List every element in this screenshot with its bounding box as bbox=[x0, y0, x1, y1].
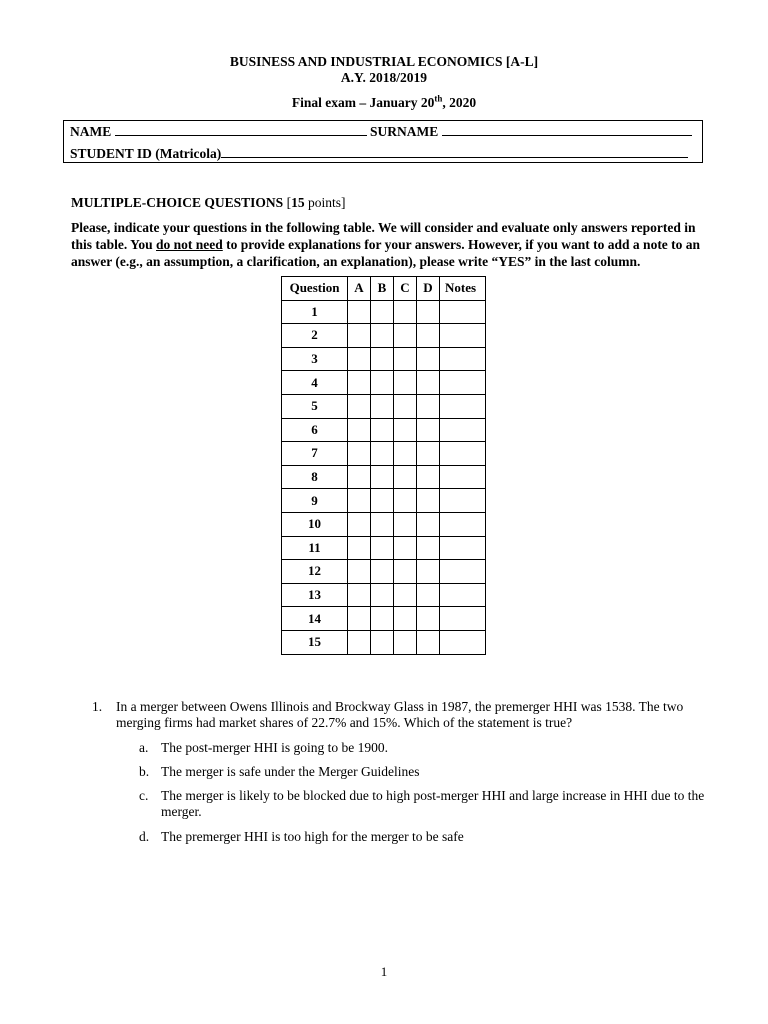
question-number-cell: 10 bbox=[282, 512, 348, 536]
mcq-heading-bracket: [ bbox=[283, 195, 292, 210]
question-number-cell: 5 bbox=[282, 394, 348, 418]
answer-cell-c[interactable] bbox=[394, 583, 417, 607]
answer-cell-b[interactable] bbox=[371, 560, 394, 584]
answer-cell-a[interactable] bbox=[348, 465, 371, 489]
answer-cell-d[interactable] bbox=[417, 630, 440, 654]
student-id-field[interactable] bbox=[221, 145, 688, 158]
exam-date-superscript: th bbox=[434, 93, 443, 104]
name-field[interactable] bbox=[115, 123, 367, 136]
question-number-cell: 15 bbox=[282, 630, 348, 654]
table-row bbox=[282, 324, 486, 348]
header-b: B bbox=[371, 277, 394, 301]
answer-cell-d[interactable] bbox=[417, 583, 440, 607]
option-text: The merger is safe under the Merger Guidelines bbox=[161, 764, 420, 779]
answer-cell-c[interactable] bbox=[394, 465, 417, 489]
instructions-underlined: do not need bbox=[156, 237, 223, 252]
notes-cell[interactable] bbox=[440, 465, 486, 489]
mcq-heading-points: 15 bbox=[291, 195, 305, 210]
exam-date bbox=[0, 95, 768, 111]
option-a bbox=[141, 740, 708, 756]
notes-cell[interactable] bbox=[440, 418, 486, 442]
question-text: In a merger between Owens Illinois and Brockway Glass in 1987, the premerger HHI was 1538. The two merging firms had market shares of 22.7% and 15%. Which of the statement is true? bbox=[116, 699, 684, 730]
notes-cell[interactable] bbox=[440, 324, 486, 348]
answer-cell-d[interactable] bbox=[417, 560, 440, 584]
table-row bbox=[282, 371, 486, 395]
table-row bbox=[282, 583, 486, 607]
header-c: C bbox=[394, 277, 417, 301]
answer-cell-b[interactable] bbox=[371, 536, 394, 560]
table-row bbox=[282, 607, 486, 631]
answer-cell-c[interactable] bbox=[394, 536, 417, 560]
answer-cell-d[interactable] bbox=[417, 489, 440, 513]
table-row bbox=[282, 418, 486, 442]
option-letter: d. bbox=[139, 829, 150, 844]
option-text: The merger is likely to be blocked due to high post-merger HHI and large increase in HHI due to the merger. bbox=[161, 788, 705, 819]
answer-cell-a[interactable] bbox=[348, 630, 371, 654]
answer-cell-a[interactable] bbox=[348, 347, 371, 371]
answer-cell-c[interactable] bbox=[394, 560, 417, 584]
answer-cell-d[interactable] bbox=[417, 442, 440, 466]
table-row bbox=[282, 630, 486, 654]
notes-cell[interactable] bbox=[440, 347, 486, 371]
answer-cell-c[interactable] bbox=[394, 442, 417, 466]
student-identity-box bbox=[63, 120, 703, 163]
answer-cell-d[interactable] bbox=[417, 607, 440, 631]
page-number: 1 bbox=[380, 964, 388, 979]
option-letter: b. bbox=[139, 764, 150, 779]
answer-cell-b[interactable] bbox=[371, 371, 394, 395]
table-row bbox=[282, 465, 486, 489]
answer-cell-b[interactable] bbox=[371, 324, 394, 348]
option-letter: c. bbox=[139, 788, 149, 803]
table-row bbox=[282, 489, 486, 513]
table-row bbox=[282, 560, 486, 584]
answer-cell-b[interactable] bbox=[371, 418, 394, 442]
answer-cell-d[interactable] bbox=[417, 300, 440, 324]
notes-cell[interactable] bbox=[440, 489, 486, 513]
exam-date-prefix: Final exam – January 20 bbox=[291, 95, 435, 110]
answer-cell-b[interactable] bbox=[371, 489, 394, 513]
notes-cell[interactable] bbox=[440, 583, 486, 607]
answer-cell-b[interactable] bbox=[371, 394, 394, 418]
name-row bbox=[70, 123, 692, 140]
answer-cell-b[interactable] bbox=[371, 583, 394, 607]
answer-cell-a[interactable] bbox=[348, 371, 371, 395]
answer-cell-a[interactable] bbox=[348, 489, 371, 513]
option-c bbox=[141, 788, 708, 820]
answer-cell-c[interactable] bbox=[394, 300, 417, 324]
answer-cell-a[interactable] bbox=[348, 607, 371, 631]
answer-cell-c[interactable] bbox=[394, 394, 417, 418]
table-row bbox=[282, 536, 486, 560]
answer-cell-a[interactable] bbox=[348, 324, 371, 348]
question-number-cell: 7 bbox=[282, 442, 348, 466]
notes-cell[interactable] bbox=[440, 300, 486, 324]
answer-cell-c[interactable] bbox=[394, 371, 417, 395]
question-1 bbox=[92, 699, 708, 731]
student-id-row bbox=[70, 145, 688, 162]
answer-cell-a[interactable] bbox=[348, 442, 371, 466]
mcq-heading-points-rest: points] bbox=[304, 195, 346, 210]
instructions-part1: Please, indicate your questions in the following table. We will consider and evaluate only answers reported in this table. You bbox=[71, 220, 696, 252]
answer-cell-b[interactable] bbox=[371, 442, 394, 466]
answer-cell-d[interactable] bbox=[417, 371, 440, 395]
question-number-cell: 14 bbox=[282, 607, 348, 631]
answer-cell-d[interactable] bbox=[417, 536, 440, 560]
table-row bbox=[282, 347, 486, 371]
question-number: 1. bbox=[92, 699, 103, 714]
mcq-heading-title: MULTIPLE-CHOICE QUESTIONS bbox=[71, 195, 284, 210]
table-row bbox=[282, 442, 486, 466]
option-d bbox=[141, 829, 708, 845]
answer-cell-a[interactable] bbox=[348, 418, 371, 442]
notes-cell[interactable] bbox=[440, 394, 486, 418]
answer-cell-c[interactable] bbox=[394, 630, 417, 654]
answer-cell-c[interactable] bbox=[394, 489, 417, 513]
answer-cell-a[interactable] bbox=[348, 394, 371, 418]
table-row bbox=[282, 512, 486, 536]
answer-cell-a[interactable] bbox=[348, 560, 371, 584]
answer-cell-c[interactable] bbox=[394, 418, 417, 442]
question-number-cell: 4 bbox=[282, 371, 348, 395]
answer-cell-c[interactable] bbox=[394, 347, 417, 371]
notes-cell[interactable] bbox=[440, 630, 486, 654]
academic-year: A.Y. 2018/2019 bbox=[340, 70, 428, 85]
answer-cell-b[interactable] bbox=[371, 347, 394, 371]
answer-cell-a[interactable] bbox=[348, 583, 371, 607]
surname-field[interactable] bbox=[442, 123, 692, 136]
mcq-instructions bbox=[71, 219, 703, 270]
exam-date-suffix: , 2020 bbox=[442, 95, 477, 110]
name-label: NAME bbox=[70, 124, 112, 139]
question-number-cell: 3 bbox=[282, 347, 348, 371]
header-question: Question bbox=[282, 277, 348, 301]
notes-cell[interactable] bbox=[440, 442, 486, 466]
question-number-cell: 13 bbox=[282, 583, 348, 607]
option-b bbox=[141, 764, 708, 780]
question-number-cell: 12 bbox=[282, 560, 348, 584]
question-number-cell: 11 bbox=[282, 536, 348, 560]
header-notes: Notes bbox=[440, 277, 486, 301]
answer-cell-d[interactable] bbox=[417, 418, 440, 442]
question-number-cell: 1 bbox=[282, 300, 348, 324]
answer-cell-d[interactable] bbox=[417, 347, 440, 371]
answer-cell-d[interactable] bbox=[417, 465, 440, 489]
question-number-cell: 8 bbox=[282, 465, 348, 489]
surname-label: SURNAME bbox=[370, 124, 439, 139]
question-number-cell: 2 bbox=[282, 324, 348, 348]
answer-cell-d[interactable] bbox=[417, 324, 440, 348]
answer-table bbox=[281, 276, 486, 655]
answer-cell-d[interactable] bbox=[417, 394, 440, 418]
answer-cell-c[interactable] bbox=[394, 512, 417, 536]
question-number-cell: 9 bbox=[282, 489, 348, 513]
answer-cell-c[interactable] bbox=[394, 324, 417, 348]
option-text: The post-merger HHI is going to be 1900. bbox=[161, 740, 388, 755]
answer-table-header bbox=[282, 277, 486, 301]
answer-cell-b[interactable] bbox=[371, 630, 394, 654]
answer-cell-a[interactable] bbox=[348, 300, 371, 324]
answer-cell-d[interactable] bbox=[417, 512, 440, 536]
answer-cell-b[interactable] bbox=[371, 607, 394, 631]
table-row bbox=[282, 300, 486, 324]
student-id-label: STUDENT ID (Matricola) bbox=[70, 146, 222, 161]
notes-cell[interactable] bbox=[440, 371, 486, 395]
course-title: BUSINESS AND INDUSTRIAL ECONOMICS [A-L] bbox=[229, 54, 539, 69]
table-row bbox=[282, 394, 486, 418]
instructions-part2: to provide explanations for your answers. However, if you want to add a note to an answer (e.g., an assumption, a clarification, an explanation), please write “YES” in the last column. bbox=[71, 237, 701, 269]
answer-cell-a[interactable] bbox=[348, 512, 371, 536]
option-letter: a. bbox=[139, 740, 149, 755]
notes-cell[interactable] bbox=[440, 560, 486, 584]
answer-cell-b[interactable] bbox=[371, 512, 394, 536]
mcq-heading bbox=[71, 195, 345, 211]
answer-cell-a[interactable] bbox=[348, 536, 371, 560]
notes-cell[interactable] bbox=[440, 536, 486, 560]
header-d: D bbox=[417, 277, 440, 301]
option-text: The premerger HHI is too high for the merger to be safe bbox=[161, 829, 464, 844]
header-a: A bbox=[348, 277, 371, 301]
answer-cell-b[interactable] bbox=[371, 300, 394, 324]
notes-cell[interactable] bbox=[440, 512, 486, 536]
answer-table-body bbox=[282, 300, 486, 654]
notes-cell[interactable] bbox=[440, 607, 486, 631]
answer-cell-c[interactable] bbox=[394, 607, 417, 631]
answer-cell-b[interactable] bbox=[371, 465, 394, 489]
question-number-cell: 6 bbox=[282, 418, 348, 442]
